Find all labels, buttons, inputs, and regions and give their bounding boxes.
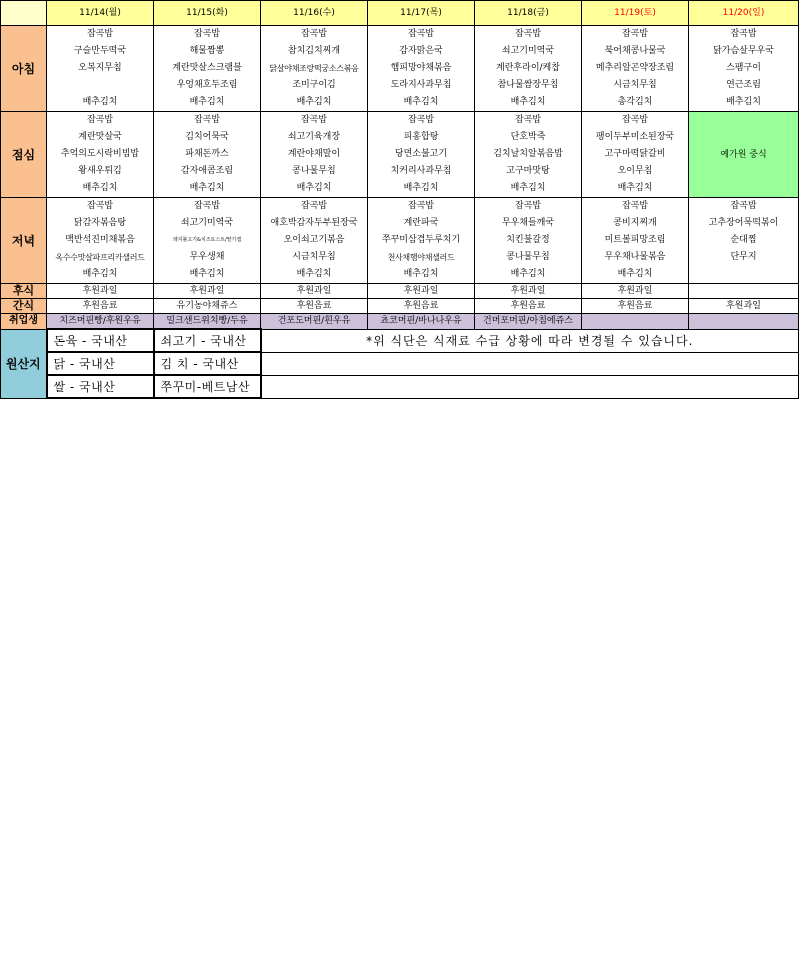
menu-item: 배추김치: [403, 97, 439, 107]
lunch-cell-fri: [475, 112, 582, 198]
menu-item: 쇠고기육개장: [287, 132, 341, 142]
menu-item: 오복지무침: [78, 63, 122, 73]
menu-item: 잡곡밥: [730, 201, 757, 211]
menu-item: 배추김치: [726, 97, 761, 107]
menu-item: 배추김치: [189, 97, 225, 107]
menu-item: 배추김치: [510, 183, 546, 193]
menu-item: 연근조림: [726, 80, 761, 90]
menu-item: 배추김치: [510, 97, 546, 107]
breakfast-cell-wed: [261, 26, 368, 112]
menu-item: 참치김치찌개: [287, 46, 341, 56]
menu-item: 스팸구이: [726, 63, 761, 73]
menu-item: 총각김치: [617, 97, 653, 107]
menu-item: 단무지: [730, 252, 757, 262]
menu-item: 잡곡밥: [86, 115, 114, 125]
origin-kimchi: 김 치 - 국내산: [154, 352, 261, 375]
dessert-cell-mon: 후원과일: [47, 284, 154, 299]
lunch-cell-thu: [368, 112, 475, 198]
menu-item: 도라지사과무침: [390, 80, 452, 90]
menu-item: 오이쇠고기볶음: [283, 235, 345, 245]
lunch-cell-mon: [47, 112, 154, 198]
menu-item: 오이무침: [617, 166, 653, 176]
menu-item: 추억의도시락비빔밥: [60, 149, 140, 159]
menu-item: 닭살야채조랑떡궁소스볶음: [269, 64, 359, 73]
dessert-cell-thu: 후원과일: [368, 284, 475, 299]
snack-cell-sat: 후원음료: [582, 299, 689, 314]
menu-item: 무우채나물볶음: [604, 252, 666, 262]
menu-item: [689, 266, 798, 283]
menu-item: 배추김치: [296, 183, 332, 193]
job-cell-mon: 치즈머핀빵/후원우유: [47, 314, 154, 330]
job-cell-wed: 건포도머핀/흰우유: [261, 314, 368, 330]
dessert-cell-tue: 후원과일: [154, 284, 261, 299]
dessert-cell-sat: 후원과일: [582, 284, 689, 299]
menu-item: 배추김치: [403, 183, 439, 193]
meal-label-job: 취업생: [1, 314, 47, 330]
menu-item: 배추김치: [296, 97, 332, 107]
dinner-cell-thu: [368, 198, 475, 284]
menu-item: 애호박감자두부된장국: [270, 218, 358, 228]
menu-item: 콩나물무침: [292, 166, 336, 176]
meal-label-breakfast: 아침: [1, 26, 47, 112]
menu-item: 미트볼피망조림: [604, 235, 666, 245]
menu-item: 잡곡밥: [193, 201, 221, 211]
meal-label-origin: 원산지: [1, 329, 47, 398]
meal-label-dinner: 저녁: [1, 198, 47, 284]
menu-item: 배추김치: [189, 269, 225, 279]
job-cell-thu: 쵸코머핀/바나나우유: [368, 314, 475, 330]
day-header-row: [1, 1, 799, 26]
menu-item: 팽이두부미소된장국: [595, 132, 675, 142]
menu-item: 단호박죽: [510, 132, 546, 142]
menu-item: 잡곡밥: [86, 201, 114, 211]
menu-item: 잡곡밥: [514, 201, 542, 211]
menu-item: 무우채들깨국: [501, 218, 555, 228]
menu-item: 콩비지찌개: [613, 218, 657, 228]
origin-beef: 쇠고기 - 국내산: [154, 329, 261, 352]
dinner-cell-tue: [154, 198, 261, 284]
snack-cell-mon: 후원음료: [47, 299, 154, 314]
day-header-mon: 11/14(월): [47, 1, 154, 26]
dinner-row: [1, 198, 799, 284]
job-cell-tue: 밀크샌드위치빵/두유: [154, 314, 261, 330]
job-cell-sat: [582, 314, 689, 330]
lunch-row: [1, 112, 799, 198]
menu-item: 잡곡밥: [730, 29, 757, 39]
menu-item: 치커리사과무침: [390, 166, 452, 176]
blank-notes-area: [261, 352, 799, 375]
lunch-cell-sat: [582, 112, 689, 198]
dessert-cell-sun: [689, 284, 799, 299]
menu-item: 잡곡밥: [621, 29, 649, 39]
snack-cell-tue: 유기농야채쥬스: [154, 299, 261, 314]
origin-chicken: 닭 - 국내산: [47, 352, 154, 375]
menu-item: 고구마맛탕: [506, 166, 550, 176]
menu-item: 우엉채호두조림: [176, 80, 238, 90]
dinner-cell-sun: [689, 198, 799, 284]
menu-item: 잡곡밥: [300, 201, 328, 211]
dinner-cell-sat: [582, 198, 689, 284]
day-header-fri: 11/18(금): [475, 1, 582, 26]
menu-item: 계란맛살국: [78, 132, 122, 142]
breakfast-cell-sun: [689, 26, 799, 112]
meal-plan-sheet: [0, 0, 800, 404]
dessert-row: [1, 284, 799, 299]
menu-item: 배추김치: [82, 183, 118, 193]
breakfast-cell-fri: [475, 26, 582, 112]
menu-item: 배추김치: [510, 269, 546, 279]
breakfast-row: [1, 26, 799, 112]
weekly-menu-table: [0, 0, 799, 399]
menu-item: 닭가슴살무우국: [713, 46, 774, 56]
menu-item: 쭈꾸미삼겹두루치기: [381, 235, 461, 245]
lunch-cell-sun-special: 예가원 중식: [689, 112, 799, 198]
corner-cell: [1, 1, 47, 26]
snack-cell-thu: 후원음료: [368, 299, 475, 314]
lunch-cell-tue: [154, 112, 261, 198]
menu-item: 잡곡밥: [621, 115, 649, 125]
menu-item: 해물짬뽕: [189, 46, 225, 56]
menu-item: 왕새우튀김: [78, 166, 122, 176]
menu-item: 메추리알곤약장조림: [595, 63, 675, 73]
menu-item: 배추김치: [82, 97, 118, 107]
meal-label-dessert: 후식: [1, 284, 47, 299]
origin-row-2: [1, 352, 799, 375]
menu-item: 잡곡밥: [407, 29, 435, 39]
menu-item: 잡곡밥: [300, 115, 328, 125]
menu-item: 돼지불고기&치즈토스트/딸기잼: [172, 237, 242, 243]
menu-item: 잡곡밥: [300, 29, 328, 39]
dessert-cell-wed: 후원과일: [261, 284, 368, 299]
day-header-sun: 11/20(일): [689, 1, 799, 26]
job-cell-fri: 건머포머핀/아침에쥬스: [475, 314, 582, 330]
menu-item: 계란파국: [403, 218, 439, 228]
breakfast-cell-sat: [582, 26, 689, 112]
menu-item: 콩나물무침: [506, 252, 550, 262]
menu-item: 잡곡밥: [514, 29, 542, 39]
day-header-tue: 11/15(화): [154, 1, 261, 26]
menu-item: 파채돈까스: [185, 149, 229, 159]
menu-item: 잡곡밥: [86, 29, 114, 39]
dinner-cell-wed: [261, 198, 368, 284]
menu-item: 참나물쌈장무침: [497, 80, 559, 90]
menu-item: 잡곡밥: [407, 115, 435, 125]
meal-label-lunch: 점심: [1, 112, 47, 198]
menu-item: 배추김치: [296, 269, 332, 279]
origin-webfoot-octopus: 쭈꾸미-베트남산: [154, 375, 261, 398]
menu-item: 천사채햄야채샐러드: [387, 253, 455, 262]
menu-item: 맥반석진미채볶음: [65, 235, 135, 245]
menu-item: 순대찜: [730, 235, 757, 245]
menu-item: 잡곡밥: [514, 115, 542, 125]
menu-item: 잡곡밥: [621, 201, 649, 211]
dinner-cell-mon: [47, 198, 154, 284]
origin-row-1: [1, 329, 799, 352]
menu-item: 햄피망야채볶음: [390, 63, 452, 73]
breakfast-cell-tue: [154, 26, 261, 112]
menu-item: 고추장어묵떡볶이: [708, 218, 779, 228]
menu-item: 무우생채: [189, 252, 225, 262]
menu-item: 치킨불갈정: [506, 235, 550, 245]
menu-item: 배추김치: [617, 183, 653, 193]
menu-item: 닭감자볶음탕: [73, 218, 127, 228]
menu-item: 감자애콤조림: [180, 166, 234, 176]
menu-item: 시금치무침: [613, 80, 657, 90]
dessert-cell-fri: 후원과일: [475, 284, 582, 299]
menu-item: 계란야채말이: [287, 149, 341, 159]
menu-item: 배추김치: [82, 269, 118, 279]
breakfast-cell-thu: [368, 26, 475, 112]
menu-item: 옥수수맛살파프리카샐러드: [55, 253, 145, 262]
snack-cell-wed: 후원음료: [261, 299, 368, 314]
menu-item: 당면소불고기: [394, 149, 448, 159]
origin-pork: 돈육 - 국내산: [47, 329, 154, 352]
menu-item: 배추김치: [189, 183, 225, 193]
breakfast-cell-mon: [47, 26, 154, 112]
menu-item: 김치어묵국: [185, 132, 229, 142]
menu-item: 김치날치알볶음밥: [493, 149, 563, 159]
menu-item: 잡곡밥: [193, 29, 221, 39]
menu-item: 배추김치: [617, 269, 653, 279]
snack-row: [1, 299, 799, 314]
day-header-sat: 11/19(토): [582, 1, 689, 26]
lunch-cell-wed: [261, 112, 368, 198]
menu-item: 감자맑은국: [399, 46, 443, 56]
meal-label-snack: 간식: [1, 299, 47, 314]
day-header-thu: 11/17(목): [368, 1, 475, 26]
menu-item: 피홍합탕: [403, 132, 439, 142]
menu-item: [47, 77, 153, 94]
origin-row-3: [1, 375, 799, 398]
job-row: [1, 314, 799, 330]
day-header-wed: 11/16(수): [261, 1, 368, 26]
menu-item: 시금치무침: [292, 252, 336, 262]
job-cell-sun: [689, 314, 799, 330]
menu-item: 북어채콩나물국: [604, 46, 666, 56]
menu-item: 잡곡밥: [407, 201, 435, 211]
menu-item: 계란맛살스크램블: [172, 63, 242, 73]
menu-change-notice: *위 식단은 식재료 수급 상황에 따라 변경될 수 있습니다.: [261, 329, 799, 352]
dinner-cell-fri: [475, 198, 582, 284]
snack-cell-sun: 후원과일: [689, 299, 799, 314]
menu-item: 쇠고기미역국: [501, 46, 555, 56]
blank-notes-area: [261, 375, 799, 398]
menu-item: 쇠고기미역국: [180, 218, 234, 228]
menu-item: 구슬만두떡국: [73, 46, 127, 56]
menu-item: 조미구이김: [292, 80, 336, 90]
menu-item: 잡곡밥: [193, 115, 221, 125]
menu-item: 고구마떡닭갈비: [604, 149, 666, 159]
origin-rice: 쌀 - 국내산: [47, 375, 154, 398]
snack-cell-fri: 후원음료: [475, 299, 582, 314]
menu-item: 배추김치: [403, 269, 439, 279]
menu-item: 계란후라이/케찹: [496, 63, 560, 73]
